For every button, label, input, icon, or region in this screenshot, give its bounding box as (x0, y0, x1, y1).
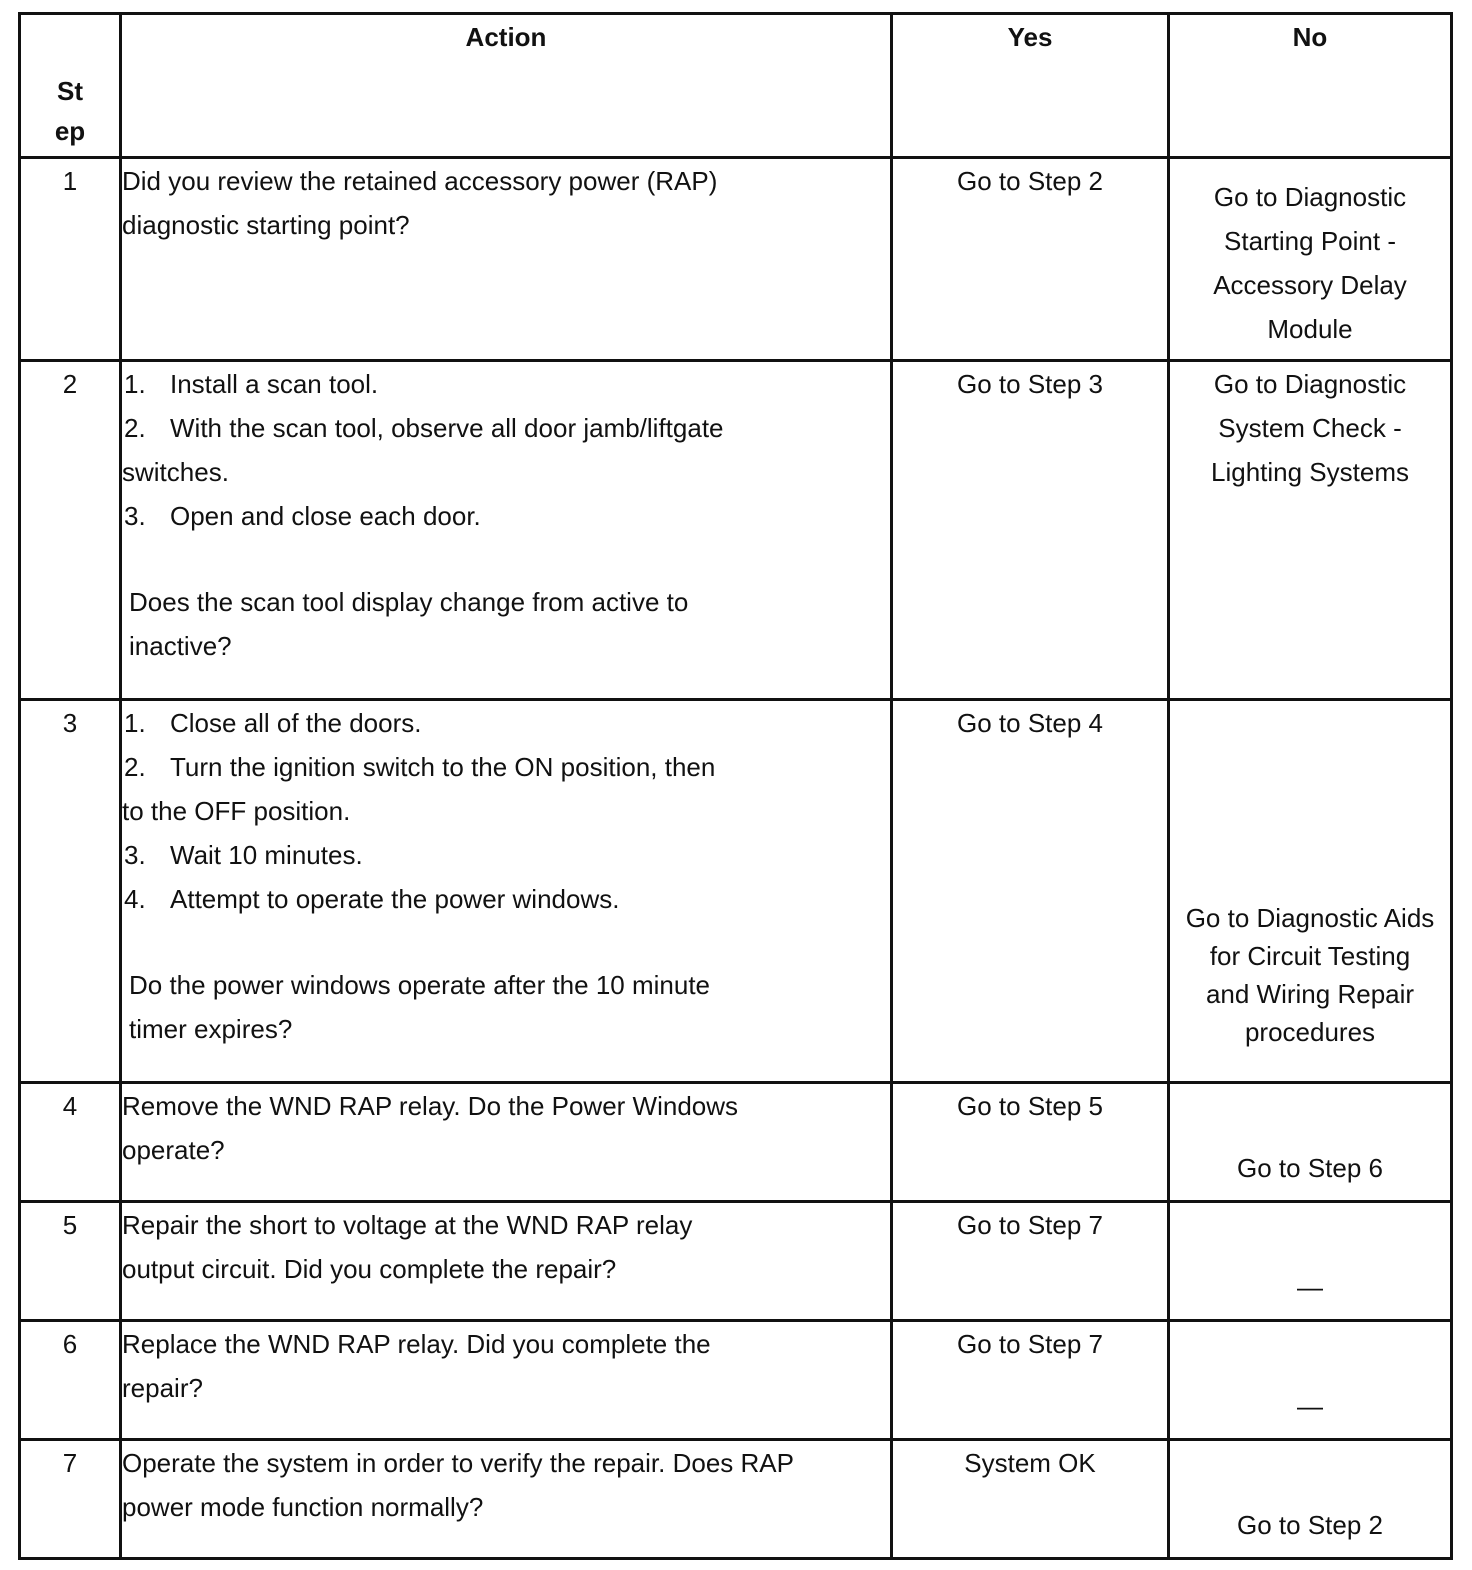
item-text: With the scan tool, observe all door jamb/liftgate (170, 413, 724, 443)
item-number: 3. (124, 840, 146, 870)
diagnostic-table (18, 12, 1453, 1560)
action-cell (121, 1083, 892, 1202)
no-cell: — (1169, 1202, 1452, 1321)
yes-cell: System OK (892, 1440, 1169, 1559)
step-number: 5 (20, 1202, 121, 1321)
no-cell (1169, 361, 1452, 700)
action-cell (121, 1202, 892, 1321)
action-question: Does the scan tool display change from active to inactive? (129, 587, 689, 661)
no-cell (1169, 158, 1452, 361)
header-yes: Yes (892, 14, 1169, 158)
table-row (20, 1083, 1452, 1202)
action-text: Replace the WND RAP relay. Did you complete the repair? (122, 1329, 711, 1403)
table-row (20, 158, 1452, 361)
no-line: Lighting Systems (1211, 457, 1409, 487)
item-number: 1. (124, 369, 146, 399)
table-row (20, 361, 1452, 700)
action-item (122, 362, 890, 406)
item-number: 1. (124, 708, 146, 738)
no-line: Module (1267, 314, 1353, 344)
header-step-line2: ep (54, 116, 86, 146)
table-row (20, 1202, 1452, 1321)
item-number: 4. (124, 884, 146, 914)
no-line: for Circuit Testing (1209, 941, 1411, 971)
table-row (20, 1321, 1452, 1440)
header-step (20, 14, 121, 158)
item-text: Install a scan tool. (170, 369, 379, 399)
item-text: Attempt to operate the power windows. (170, 884, 620, 914)
step-number: 3 (20, 700, 121, 1083)
yes-cell: Go to Step 5 (892, 1083, 1169, 1202)
step-number: 4 (20, 1083, 121, 1202)
yes-cell: Go to Step 3 (892, 361, 1169, 700)
table-row (20, 700, 1452, 1083)
action-text: Operate the system in order to verify the repair. Does RAP power mode function normally? (122, 1448, 794, 1522)
no-line: Starting Point - (1224, 226, 1396, 256)
yes-cell: Go to Step 2 (892, 158, 1169, 361)
no-line: and Wiring Repair (1205, 979, 1415, 1009)
no-line: System Check - (1218, 413, 1402, 443)
action-cell (121, 700, 892, 1083)
action-cell (121, 361, 892, 700)
item-text: Open and close each door. (170, 501, 481, 531)
yes-cell: Go to Step 7 (892, 1321, 1169, 1440)
header-row (20, 14, 1452, 158)
action-text: Did you review the retained accessory power (RAP) diagnostic starting point? (122, 166, 718, 240)
action-item (122, 406, 890, 450)
no-line: procedures (1244, 1017, 1376, 1047)
step-number: 7 (20, 1440, 121, 1559)
no-line: Go to Diagnostic (1213, 369, 1407, 399)
no-line: Go to Diagnostic (1213, 182, 1407, 212)
yes-cell: Go to Step 4 (892, 700, 1169, 1083)
no-cell: Go to Step 6 (1169, 1083, 1452, 1202)
item-text: Turn the ignition switch to the ON position, then (170, 752, 716, 782)
item-number: 3. (124, 501, 146, 531)
action-item (122, 833, 890, 877)
header-no: No (1169, 14, 1452, 158)
action-text: Repair the short to voltage at the WND RAP relay output circuit. Did you complete the repair? (122, 1210, 693, 1284)
action-item (122, 701, 890, 745)
step-number: 6 (20, 1321, 121, 1440)
no-cell: — (1169, 1321, 1452, 1440)
action-item-continued: switches. (122, 457, 229, 487)
table-row (20, 1440, 1452, 1559)
item-number: 2. (124, 752, 146, 782)
no-cell (1169, 700, 1452, 1083)
yes-cell: Go to Step 7 (892, 1202, 1169, 1321)
step-number: 1 (20, 158, 121, 361)
item-text: Close all of the doors. (170, 708, 422, 738)
action-cell (121, 1440, 892, 1559)
action-item-continued: to the OFF position. (122, 796, 351, 826)
action-cell (121, 158, 892, 361)
action-item (122, 877, 890, 921)
action-item (122, 494, 890, 538)
no-line: Accessory Delay (1213, 270, 1407, 300)
action-item (122, 745, 890, 789)
header-action: Action (121, 14, 892, 158)
no-cell: Go to Step 2 (1169, 1440, 1452, 1559)
item-text: Wait 10 minutes. (170, 840, 363, 870)
item-number: 2. (124, 413, 146, 443)
action-text: Remove the WND RAP relay. Do the Power Windows operate? (122, 1091, 739, 1165)
header-step-line1: St (57, 76, 83, 106)
step-number: 2 (20, 361, 121, 700)
action-cell (121, 1321, 892, 1440)
no-line: Go to Diagnostic Aids (1185, 903, 1435, 933)
action-question: Do the power windows operate after the 10 minute timer expires? (129, 970, 711, 1044)
